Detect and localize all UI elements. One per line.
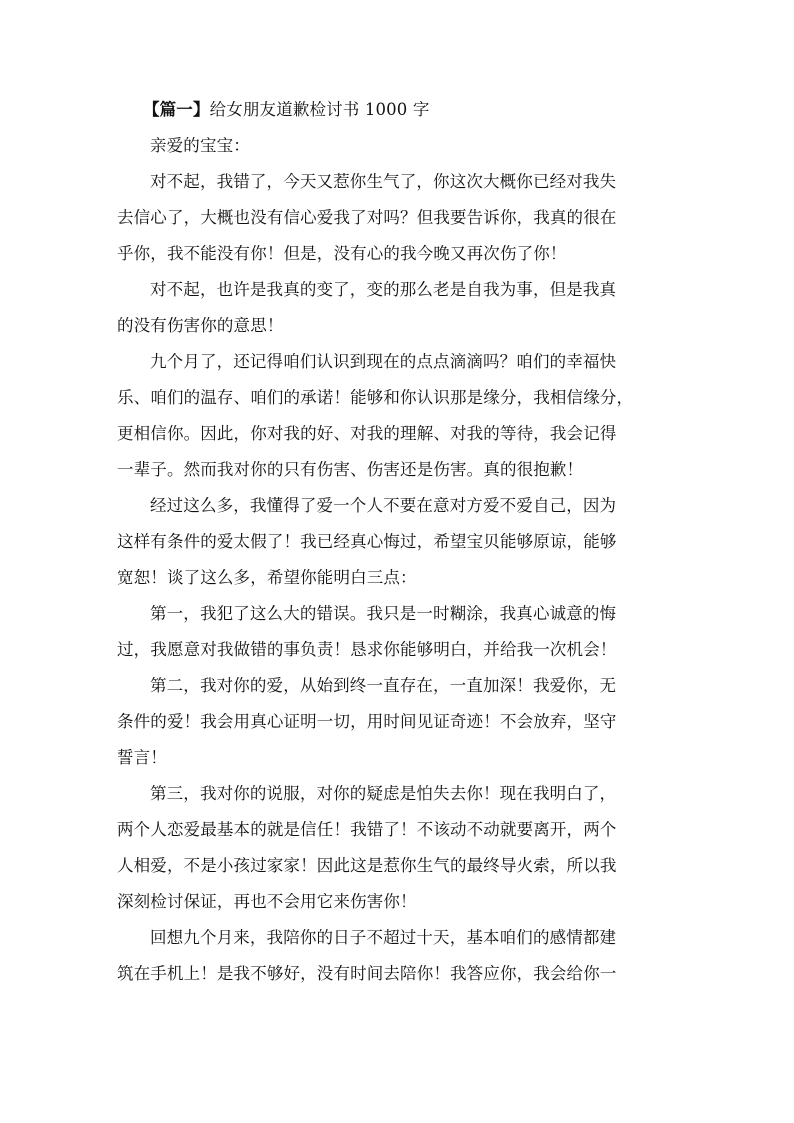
text-line: 对不起，也许是我真的变了，变的那么老是自我为事，但是我真 [150, 280, 617, 299]
text-line: 条件的爱！我会用真心证明一切，用时间见证奇迹！不会放弃，坚守 [117, 712, 617, 731]
text-line: 过，我愿意对我做错的事负责！恳求你能够明白，并给我一次机会！ [117, 640, 617, 659]
text-line: 第二，我对你的爱，从始到终一直存在，一直加深！我爱你，无 [150, 676, 617, 695]
title-section-marker: 【篇一】 [143, 100, 210, 119]
text-line: 经过这么多，我懂得了爱一个人不要在意对方爱不爱自己，因为 [150, 496, 617, 515]
text-line: 筑在手机上！是我不够好，没有时间去陪你！我答应你，我会给你一 [117, 964, 617, 983]
text-line: 人相爱，不是小孩过家家！因此这是惹你生气的最终导火索，所以我 [117, 856, 617, 875]
document-page [117, 92, 682, 992]
letter-body [117, 164, 682, 992]
title-text: 给女朋友道歉检讨书 1000 字 [209, 100, 430, 119]
text-line: 这样有条件的爱太假了！我已经真心悔过，希望宝贝能够原谅，能够 [117, 532, 617, 551]
text-line: 对不起，我错了，今天又惹你生气了，你这次大概你已经对我失 [150, 172, 617, 191]
text-line: 去信心了，大概也没有信心爱我了对吗？但我要告诉你，我真的很在 [117, 208, 617, 227]
text-line: 宽恕！谈了这么多，希望你能明白三点： [117, 568, 417, 587]
document-title [117, 92, 682, 128]
salutation: 亲爱的宝宝： [150, 136, 250, 155]
text-line: 更相信你。因此，你对我的好、对我的理解、对我的等待，我会记得 [117, 424, 617, 443]
text-line: 第一，我犯了这么大的错误。我只是一时糊涂，我真心诚意的悔 [150, 604, 617, 623]
text-line: 一辈子。然而我对你的只有伤害、伤害还是伤害。真的很抱歉！ [117, 460, 584, 479]
text-line: 回想九个月来，我陪你的日子不超过十天，基本咱们的感情都建 [150, 928, 617, 947]
text-line: 乎你，我不能没有你！但是，没有心的我今晚又再次伤了你！ [117, 244, 567, 263]
text-line: 九个月了，还记得咱们认识到现在的点点滴滴吗？咱们的幸福快 [150, 352, 617, 371]
text-line: 两个人恋爱最基本的就是信任！我错了！不该动不动就要离开，两个 [117, 820, 617, 839]
text-line: 的没有伤害你的意思！ [117, 316, 284, 335]
text-line: 深刻检讨保证，再也不会用它来伤害你！ [117, 892, 417, 911]
text-line: 誓言！ [117, 748, 167, 767]
text-line: 第三，我对你的说服，对你的疑虑是怕失去你！现在我明白了， [150, 784, 617, 803]
text-line: 乐、咱们的温存、咱们的承诺！能够和你认识那是缘分，我相信缘分， [117, 388, 634, 407]
